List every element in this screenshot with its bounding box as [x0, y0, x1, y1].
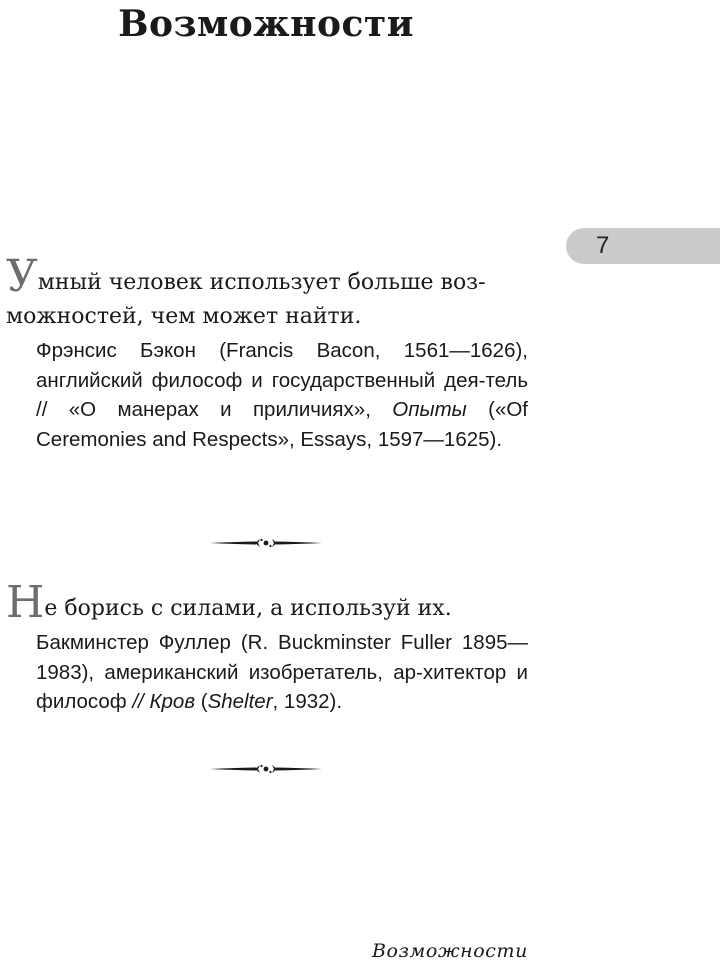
quote-2-attribution: [36, 628, 528, 717]
attribution-text: Фрэнсис Бэкон (Francis Bacon, 1561—1626), английский философ и государственный дея-тель // «О манерах и приличиях»,: [36, 339, 528, 421]
book-title: // Кров: [132, 690, 196, 713]
drop-cap: У: [6, 251, 38, 302]
quote-2: [6, 577, 528, 717]
attribution-text: (: [195, 690, 208, 713]
attribution-text: Бакминстер Фуллер (R. Buckminster Fuller 1895—1983), американский изобретатель, ар-хитектор и философ: [36, 631, 528, 713]
quote-2-text: [6, 577, 528, 628]
ornament-divider: [210, 537, 322, 549]
page-number-tab: [566, 228, 720, 264]
attribution-text: , 1932).: [272, 690, 343, 713]
page-number: 7: [596, 232, 610, 259]
ornament-divider: [210, 763, 322, 775]
drop-cap: Н: [6, 577, 45, 628]
book-title-original: Shelter: [207, 690, 273, 713]
quote-2-body: е борись с силами, а используй их.: [44, 596, 452, 621]
attribution-text: («Of Ceremonies and Respects», Essays, 1597—1625).: [36, 398, 528, 451]
quote-1: [6, 251, 528, 454]
page-heading: Возможности: [118, 3, 414, 45]
quote-1-text: [6, 251, 528, 334]
running-footer: Возможности: [371, 940, 528, 962]
book-title: Опыты: [392, 398, 467, 421]
quote-1-body: мный человек использует больше воз-можностей, чем может найти.: [6, 270, 486, 329]
quote-1-attribution: [36, 336, 528, 454]
